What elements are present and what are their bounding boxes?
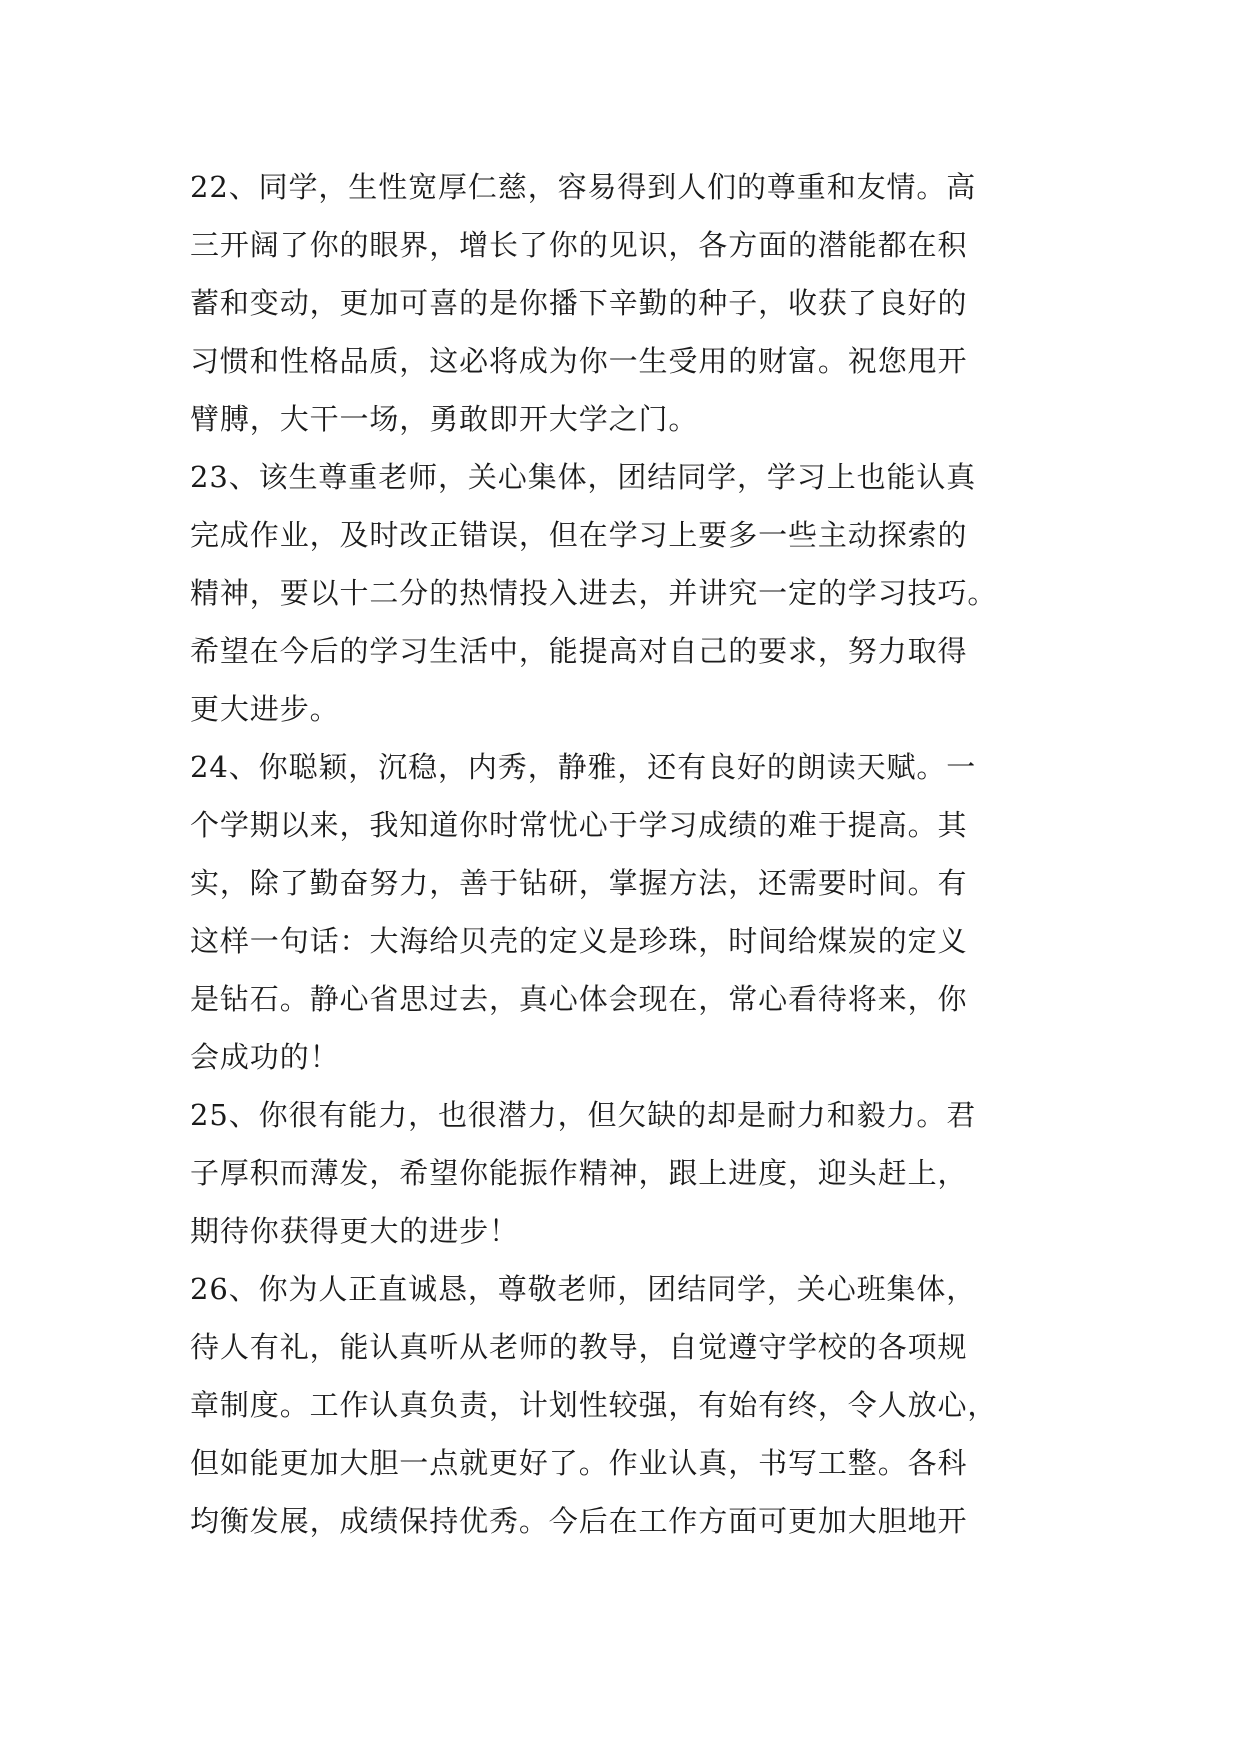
- text-line: 25、你很有能力，也很潜力，但欠缺的却是耐力和毅力。君: [190, 1098, 977, 1132]
- text-line: 期待你获得更大的进步！: [190, 1214, 519, 1248]
- text-line: 个学期以来，我知道你时常忧心于学习成绩的难于提高。其: [190, 808, 968, 842]
- text-line: 蓄和变动，更加可喜的是你播下辛勤的种子，收获了良好的: [190, 286, 968, 320]
- text-line: 希望在今后的学习生活中，能提高对自己的要求，努力取得: [190, 634, 968, 668]
- text-line: 26、你为人正直诚恳，尊敬老师，团结同学，关心班集体，: [190, 1272, 977, 1306]
- text-line: 会成功的！: [190, 1040, 340, 1074]
- text-line: 更大进步。: [190, 692, 340, 726]
- text-line: 子厚积而薄发，希望你能振作精神，跟上进度，迎头赶上，: [190, 1156, 968, 1190]
- text-line: 习惯和性格品质，这必将成为你一生受用的财富。祝您甩开: [190, 344, 968, 378]
- text-line: 精神，要以十二分的热情投入进去，并讲究一定的学习技巧。: [190, 576, 998, 610]
- text-line: 三开阔了你的眼界，增长了你的见识，各方面的潜能都在积: [190, 228, 968, 262]
- text-line: 是钻石。静心省思过去，真心体会现在，常心看待将来，你: [190, 982, 968, 1016]
- text-line: 24、你聪颖，沉稳，内秀，静雅，还有良好的朗读天赋。一: [190, 750, 977, 784]
- text-line: 23、该生尊重老师，关心集体，团结同学，学习上也能认真: [190, 460, 977, 494]
- text-line: 待人有礼，能认真听从老师的教导，自觉遵守学校的各项规: [190, 1330, 968, 1364]
- text-line: 章制度。工作认真负责，计划性较强，有始有终，令人放心，: [190, 1388, 998, 1422]
- text-line: 这样一句话：大海给贝壳的定义是珍珠，时间给煤炭的定义: [190, 924, 968, 958]
- text-line: 完成作业，及时改正错误，但在学习上要多一些主动探索的: [190, 518, 968, 552]
- text-line: 均衡发展，成绩保持优秀。今后在工作方面可更加大胆地开: [190, 1504, 968, 1538]
- text-line: 臂膊，大干一场，勇敢即开大学之门。: [190, 402, 699, 436]
- text-line: 但如能更加大胆一点就更好了。作业认真，书写工整。各科: [190, 1446, 968, 1480]
- document-body: [190, 158, 1070, 1550]
- text-line: 22、同学，生性宽厚仁慈，容易得到人们的尊重和友情。高: [190, 170, 977, 204]
- text-line: 实，除了勤奋努力，善于钻研，掌握方法，还需要时间。有: [190, 866, 968, 900]
